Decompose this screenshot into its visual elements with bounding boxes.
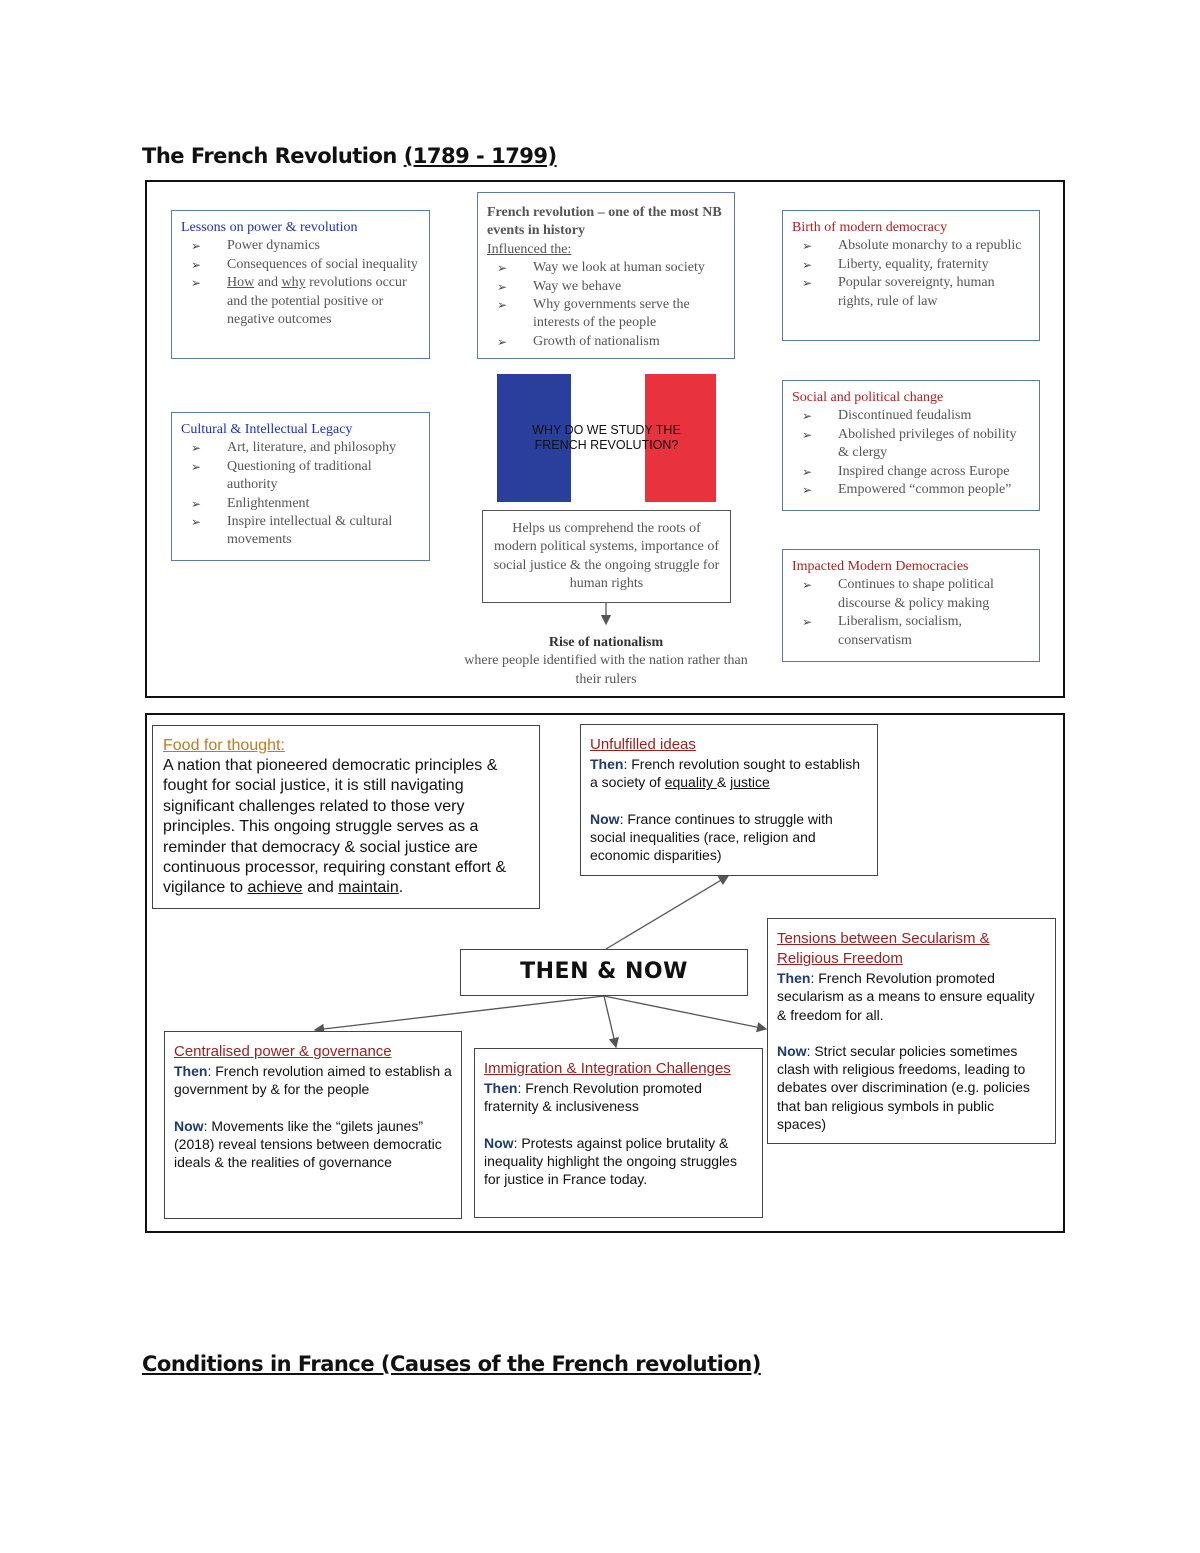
food-for-thought-box: [152, 725, 540, 909]
list-item: ➢ Discontinued feudalism: [792, 407, 1029, 425]
centralised-title: Centralised power & governance: [174, 1043, 392, 1060]
section-title-conditions: Conditions in France (Causes of the French revolution): [142, 1352, 761, 1376]
list-item: ➢ Consequences of social inequality: [181, 256, 419, 274]
then-and-now-heading: THEN & NOW: [460, 949, 748, 996]
list-item: ➢ Empowered “common people”: [792, 481, 1029, 499]
nationalism-note: [460, 634, 752, 689]
list-item: ➢ Questioning of traditional authority: [181, 458, 419, 495]
list-item: ➢ Liberty, equality, fraternity: [792, 256, 1029, 274]
secularism-now: Now: Strict secular policies sometimes clash with religious freedoms, leading to debates over discrimination (e.g. policies that ban religious symbols in public spaces): [777, 1042, 1030, 1133]
food-title: Food for thought:: [163, 737, 285, 754]
unfulfilled-title: Unfulfilled ideas: [590, 736, 696, 753]
centralised-now: Now: Movements like the “gilets jaunes” (2018) reveal tensions between democratic ideals & the realities of governance: [174, 1117, 442, 1171]
list-item: ➢ Liberalism, socialism, conservatism: [792, 613, 1029, 650]
immigration-then: Then: French Revolution promoted fraternity & inclusiveness: [484, 1080, 702, 1115]
list-item: ➢ Power dynamics: [181, 237, 419, 255]
list-item: ➢ Inspire intellectual & cultural movements: [181, 513, 419, 550]
nb-events-box: [477, 192, 735, 359]
list-item: ➢ Absolute monarchy to a republic: [792, 237, 1029, 255]
impacted-title: Impacted Modern Democracies: [792, 559, 969, 574]
list-item: ➢ Popular sovereignty, human rights, rule of law: [792, 274, 1029, 311]
arrow-to-secularism: [604, 996, 766, 1029]
arrow-to-immigration: [604, 996, 616, 1047]
cultural-box: [171, 412, 430, 561]
list-item: ➢ Inspired change across Europe: [792, 463, 1029, 481]
list-item: ➢ Continues to shape political discourse & policy making: [792, 576, 1029, 613]
food-text: A nation that pioneered democratic principles & fought for social justice, it is still navigating significant challenges related to those very principles. This ongoing struggle serves as a reminder that democracy & social justice are continuous processor, requiring constant effort & vigilance to achieve and maintain.: [163, 757, 507, 897]
unfulfilled-ideas-box: [580, 724, 878, 876]
impacted-box: [782, 549, 1040, 662]
list-item: ➢ Why governments serve the interests of the people: [487, 296, 724, 333]
democracy-title: Birth of modern democracy: [792, 220, 948, 235]
influenced-label: Influenced the:: [487, 241, 572, 257]
immigration-title: Immigration & Integration Challenges: [484, 1060, 731, 1077]
centralised-then: Then: French revolution aimed to establish a government by & for the people: [174, 1063, 452, 1098]
list-item: ➢ Way we behave: [487, 278, 724, 296]
cultural-title: Cultural & Intellectual Legacy: [181, 422, 353, 437]
page-title: The French Revolution (1789 - 1799): [142, 144, 557, 168]
list-item: ➢ Abolished privileges of nobility & clergy: [792, 426, 1029, 463]
arrow-to-unfulfilled: [606, 876, 728, 949]
lessons-title: Lessons on power & revolution: [181, 220, 358, 235]
secularism-title: Tensions between Secularism & Religious Freedom: [777, 930, 990, 967]
list-item: ➢ How and why revolutions occur and the potential positive or negative outcomes: [181, 274, 419, 329]
nb-events-title: French revolution – one of the most NB events in history: [487, 205, 722, 239]
immigration-box: [474, 1048, 763, 1218]
list-item: ➢ Way we look at human society: [487, 259, 724, 277]
helps-comprehend-box: Helps us comprehend the roots of modern political systems, importance of social justice & the ongoing struggle for human rights: [482, 510, 731, 603]
unfulfilled-then: Then: French revolution sought to establish a society of equality & justice: [590, 756, 861, 791]
secularism-then: Then: French Revolution promoted secularism as a means to ensure equality & freedom for all.: [777, 970, 1035, 1023]
list-item: ➢ Growth of nationalism: [487, 333, 724, 351]
secularism-box: [767, 918, 1056, 1144]
centralised-power-box: [164, 1031, 462, 1219]
unfulfilled-now: Now: France continues to struggle with social inequalities (race, religion and economic disparities): [590, 810, 833, 864]
immigration-now: Now: Protests against police brutality & inequality highlight the ongoing struggles for justice in France today.: [484, 1134, 737, 1188]
list-item: ➢ Enlightenment: [181, 495, 419, 513]
lessons-box: [171, 210, 430, 359]
nationalism-text: where people identified with the nation rather than their rulers: [464, 653, 748, 687]
list-item: ➢ Art, literature, and philosophy: [181, 439, 419, 457]
social-change-box: [782, 380, 1040, 511]
democracy-box: [782, 210, 1040, 341]
arrow-to-centralised: [315, 996, 604, 1030]
why-study-question: WHY DO WE STUDY THE FRENCH REVOLUTION?: [532, 423, 681, 452]
nationalism-title: Rise of nationalism: [548, 635, 664, 650]
social-change-title: Social and political change: [792, 390, 944, 405]
